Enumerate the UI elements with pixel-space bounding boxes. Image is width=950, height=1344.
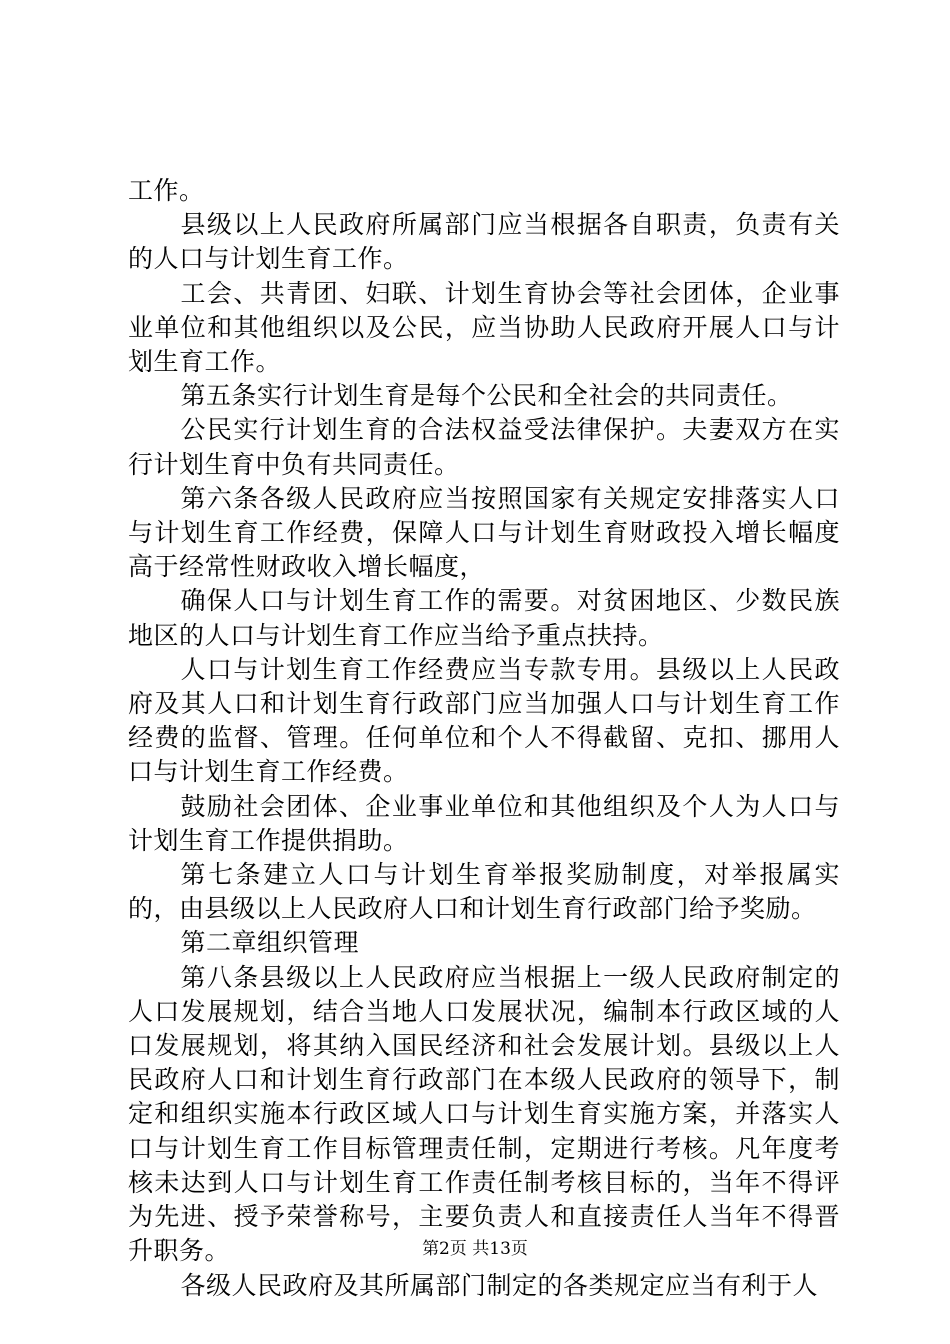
chapter-heading: 第二章组织管理 <box>180 928 360 958</box>
paragraph: 确保人口与计划生育工作的需要。对贫困地区、少数民族地区的人口与计划生育工作应当给予重点扶持。 <box>128 586 840 650</box>
paragraph: 第五条实行计划生育是每个公民和全社会的共同责任。 <box>180 381 793 411</box>
paragraph: 公民实行计划生育的合法权益受法律保护。夫妻双方在实行计划生育中负有共同责任。 <box>128 415 840 479</box>
paragraph: 各级人民政府及其所属部门制定的各类规定应当有利于人 <box>180 1270 819 1300</box>
paragraph: 第八条县级以上人民政府应当根据上一级人民政府制定的人口发展规划，结合当地人口发展状况，编制本行政区域的人口发展规划，将其纳入国民经济和社会发展计划。县级以上人民政府人口和计划生育行政部门在本级人民政府的领导下，制定和组织实施本行政区域人口与计划生育实施方案，并落实人口与计划生育工作目标管理责任制，定期进行考核。凡年度考核未达到人口与计划生育工作责任制考核目标的，当年不得评为先进、授予荣誉称号，主要负责人和直接责任人当年不得晋升职务。 <box>128 962 840 1266</box>
page-footer <box>0 1238 950 1260</box>
paragraph: 鼓励社会团体、企业事业单位和其他组织及个人为人口与计划生育工作提供捐助。 <box>128 791 840 855</box>
paragraph: 人口与计划生育工作经费应当专款专用。县级以上人民政府及其人口和计划生育行政部门应当加强人口与计划生育工作经费的监督、管理。任何单位和个人不得截留、克扣、挪用人口与计划生育工作经费。 <box>128 654 840 787</box>
paragraph: 县级以上人民政府所属部门应当根据各自职责，负责有关的人口与计划生育工作。 <box>128 210 840 274</box>
page-number: 第2页 共13页 <box>422 1239 528 1259</box>
paragraph: 工会、共青团、妇联、计划生育协会等社会团体，企业事业单位和其他组织以及公民，应当协助人民政府开展人口与计划生育工作。 <box>128 278 840 377</box>
document-body <box>128 174 840 1303</box>
paragraph: 第六条各级人民政府应当按照国家有关规定安排落实人口与计划生育工作经费，保障人口与计划生育财政投入增长幅度高于经常性财政收入增长幅度， <box>128 483 840 582</box>
paragraph: 第七条建立人口与计划生育举报奖励制度，对举报属实的，由县级以上人民政府人口和计划生育行政部门给予奖励。 <box>128 860 840 924</box>
paragraph: 工作。 <box>128 176 205 205</box>
